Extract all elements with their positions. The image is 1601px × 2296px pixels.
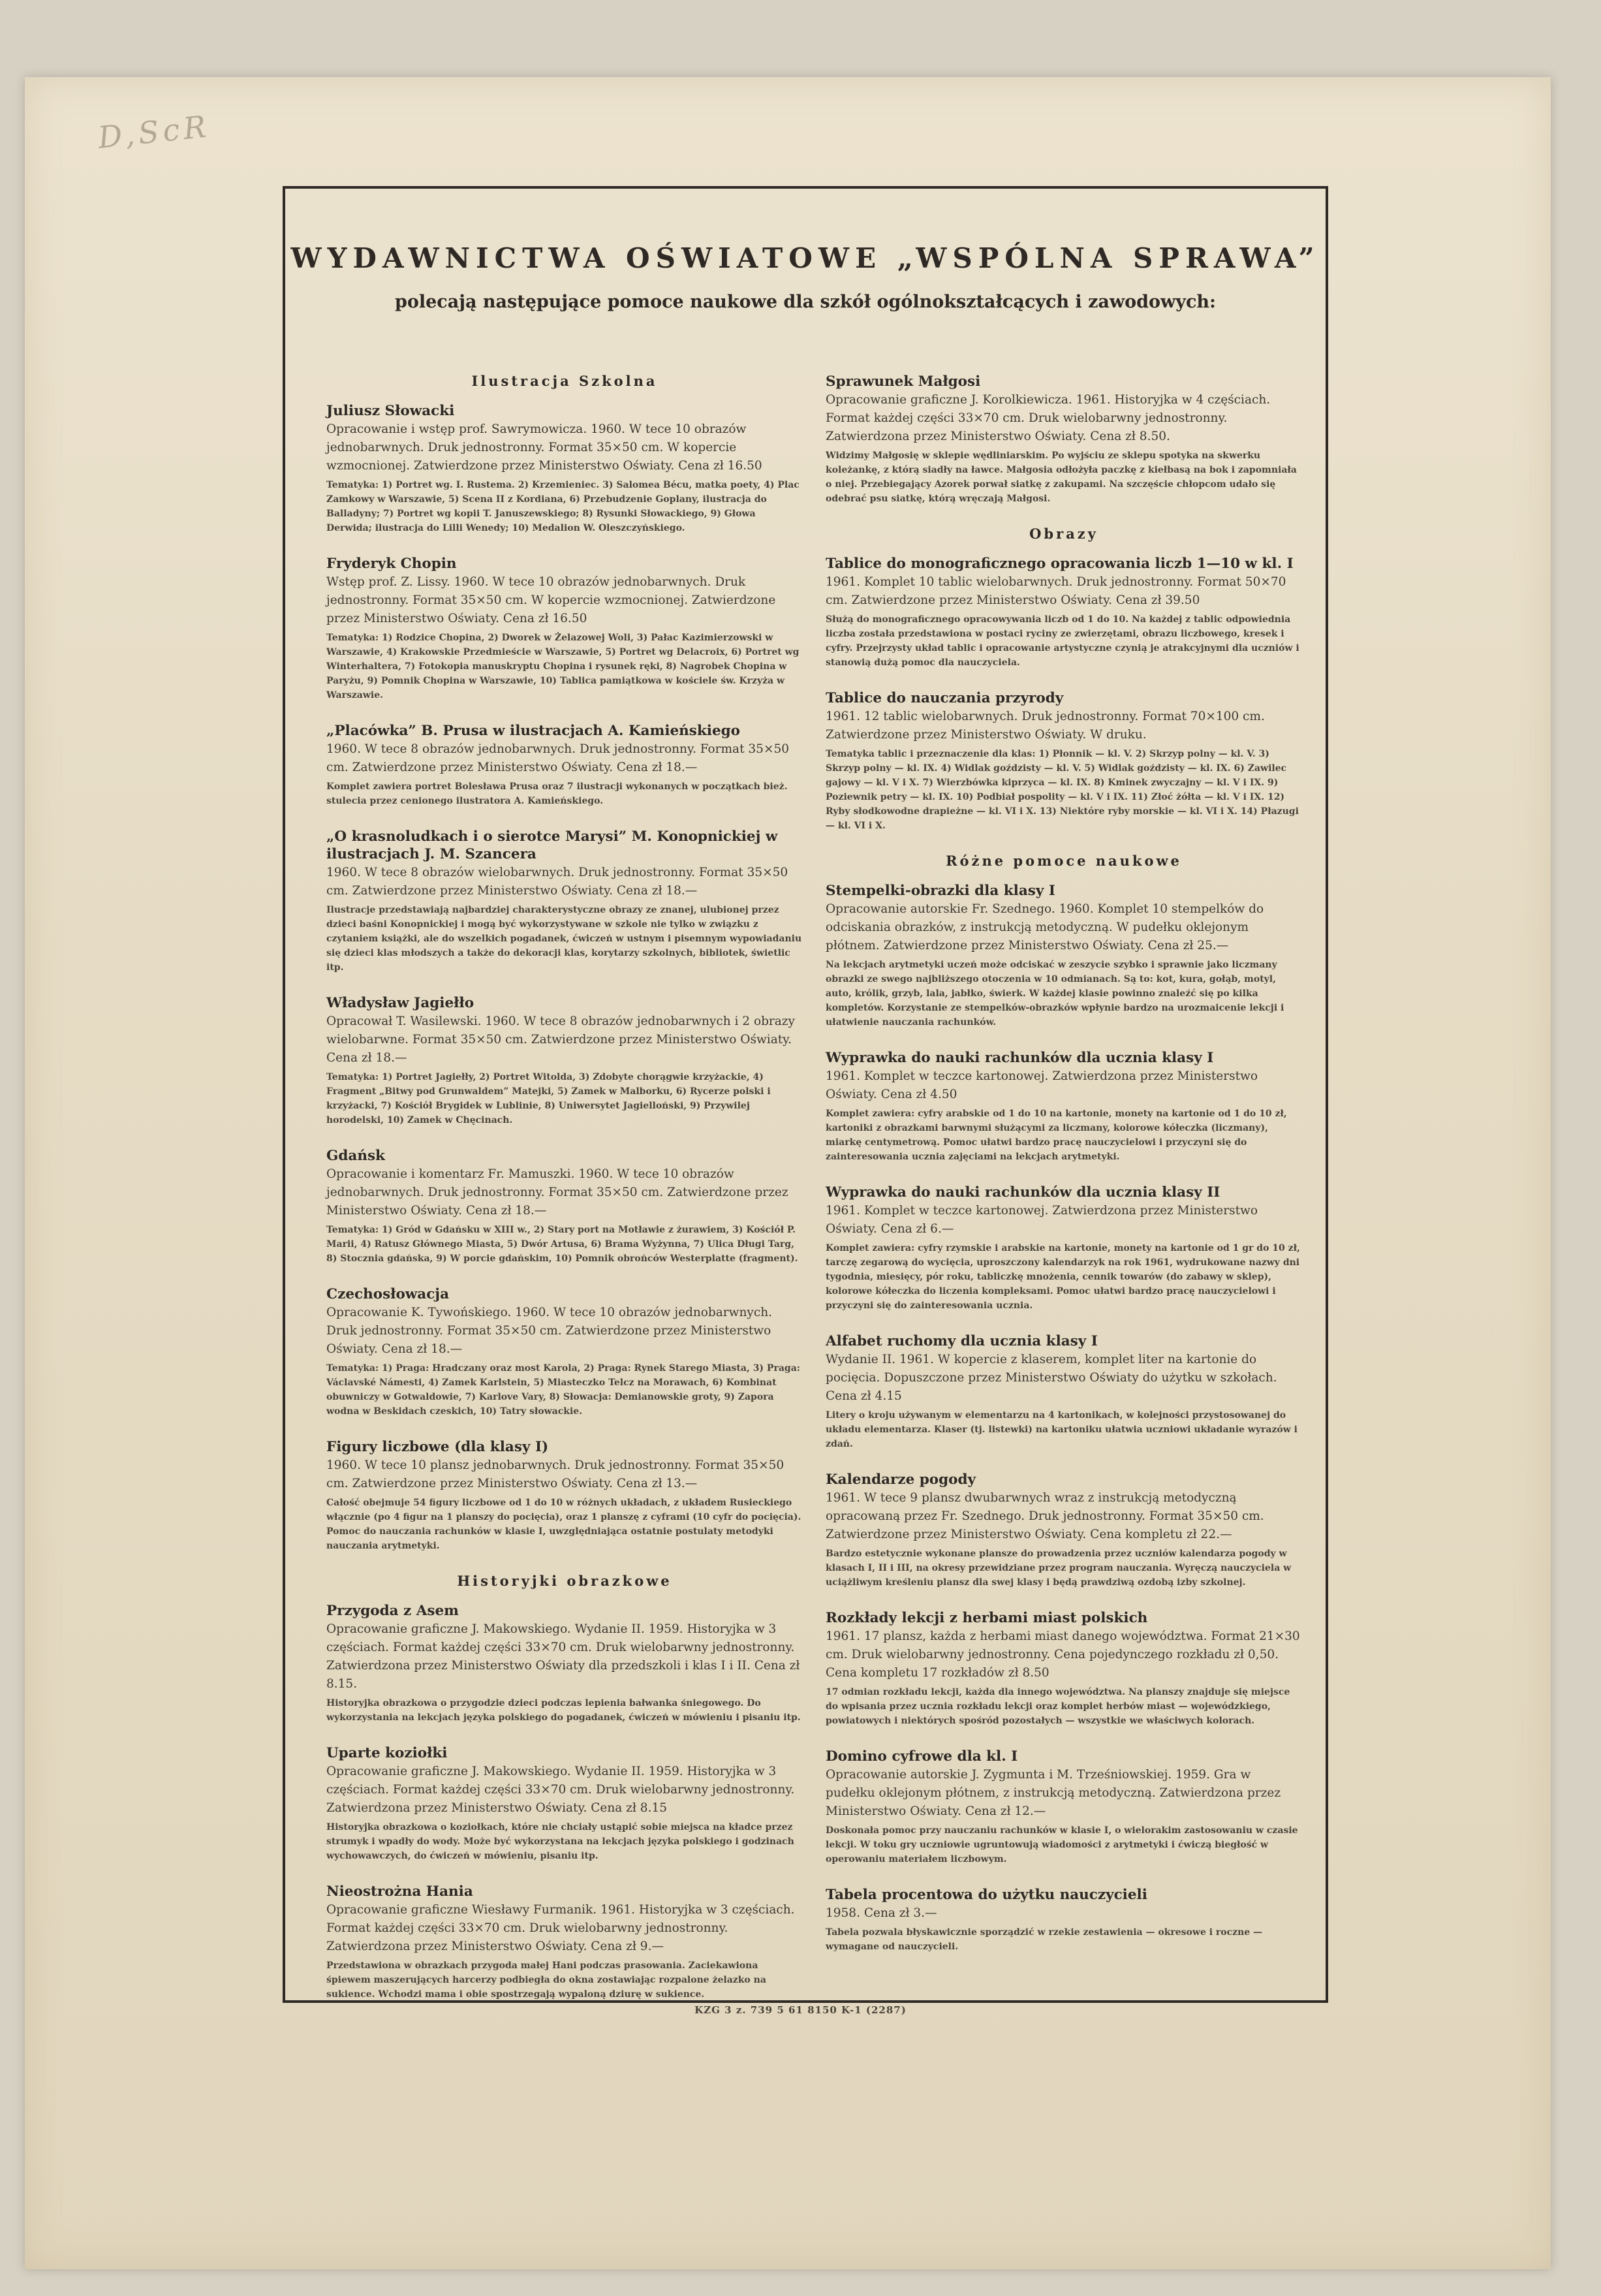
entry-title: Uparte koziołki xyxy=(326,1745,448,1761)
entry-description: Opracowanie graficzne J. Makowskiego. Wydanie II. 1959. Historyjka w 3 częściach. Format każdej części 33×70 cm. Druk wielobarwny jednostronny. Zatwierdzona przez Ministerstwo Oświaty. Cena zł 8.15 xyxy=(326,1765,795,1815)
catalog-entry xyxy=(826,689,1302,833)
catalog-entry xyxy=(826,555,1302,670)
entry-title: Fryderyk Chopin xyxy=(326,556,457,572)
handwritten-mark: D,ScR xyxy=(96,108,212,155)
print-code: KZG 3 z. 739 5 61 8150 K-1 (2287) xyxy=(694,2004,907,2016)
section-entries xyxy=(826,882,1302,1954)
entry-title: Sprawunek Małgosi xyxy=(826,373,981,390)
entry-note: Bardzo estetycznie wykonane plansze do prowadzenia przez uczniów kalendarza pogody w klasach I, II i III, na okresy przewidziane przez program nauczania. Wyręczą nauczyciela w uciążliwym kreśleniu plansz dla swej klasy i będą prawdziwą ozdobą izby szkolnej. xyxy=(826,1549,1292,1588)
entry-note: Tematyka: 1) Praga: Hradczany oraz most Karola, 2) Praga: Rynek Starego Miasta, 3) Praga: Václavské Námesti, 4) Zamek Karlstein, 5) Miasteczko Telcz na Morawach, 6) Kombinat obuwniczy w Gotwaldowie, 7) Karlove Vary, 8) Słowacja: Demianowskie groty, 9) Zapora wodna w Beskidach czeskich, 10) Tatry słowackie. xyxy=(326,1363,800,1417)
entry-title: Wyprawka do nauki rachunków dla ucznia klasy I xyxy=(826,1050,1214,1066)
entry-note: Tematyka: 1) Gród w Gdańsku w XIII w., 2) Stary port na Motławie z żurawiem, 3) Kościół P. Marii, 4) Ratusz Głównego Miasta, 5) Dwór Artusa, 6) Brama Wyżynna, 7) Ulica Długi Targ, 8) Stocznia gdańska, 9) W porcie gdańskim, 10) Pomnik obrońców Westerplatte (fragment). xyxy=(326,1225,798,1264)
catalog-entry xyxy=(326,1147,803,1266)
entry-title: Rozkłady lekcji z herbami miast polskich xyxy=(826,1610,1148,1626)
entry-title: Figury liczbowe (dla klasy I) xyxy=(326,1439,549,1455)
entry-title: „O krasnoludkach i o sierotce Marysi” M. Konopnickiej w ilustracjach J. M. Szancera xyxy=(326,828,778,862)
entry-description: 1960. W tece 8 obrazów jednobarwnych. Druk jednostronny. Format 35×50 cm. Zatwierdzone przez Ministerstwo Oświaty. Cena zł 18.— xyxy=(326,742,789,774)
section-entries xyxy=(326,1602,803,2002)
entry-note: Całość obejmuje 54 figury liczbowe od 1 do 10 w różnych układach, z układem Rusieckiego włącznie (po 4 figur na 1 planszy do pocięcia), oraz 1 planszę z cyframi (10 cyfr do pocięcia). Pomoc do nauczania rachunków w klasie I, uwzględniająca ostatnie postulaty metodyki nauczania arytmetyki. xyxy=(326,1498,801,1551)
entry-description: 1961. W tece 9 plansz dwubarwnych wraz z instrukcją metodyczną opracowaną przez Fr. Szednego. Druk jednostronny. Format 35×50 cm. Zatwierdzone przez Ministerstwo Oświaty. Cena kompletu zł 22.— xyxy=(826,1491,1264,1541)
entry-note: Przedstawiona w obrazkach przygoda małej Hani podczas prasowania. Zaciekawiona śpiewem maszerujących harcerzy podbiegła do okna zostawiając rozpalone żelazko na sukience. Wchodzi mama i obie spostrzegają wypaloną dziurę w sukience. xyxy=(326,1960,766,2000)
entry-description: Opracowanie graficzne J. Makowskiego. Wydanie II. 1959. Historyjka w 3 częściach. Format każdej części 33×70 cm. Druk wielobarwny jednostronny. Zatwierdzona przez Ministerstwo Oświaty dla przedszkoli i klas I i II. Cena zł 8.15. xyxy=(326,1622,800,1691)
entry-title: Tabela procentowa do użytku nauczycieli xyxy=(826,1887,1147,1903)
section-heading: Ilustracja Szkolna xyxy=(471,373,658,389)
catalog-entry xyxy=(326,402,803,535)
entry-title: Tablice do nauczania przyrody xyxy=(826,690,1064,706)
entry-title: Przygoda z Asem xyxy=(326,1603,459,1619)
entry-description: Opracowanie i wstęp prof. Sawrymowicza. 1960. W tece 10 obrazów jednobarwnych. Druk jednostronny. Format 35×50 cm. W kopercie wzmocnionej. Zatwierdzone przez Ministerstwo Oświaty. Cena zł 16.50 xyxy=(326,422,762,473)
entry-note: Tabela pozwala błyskawicznie sporządzić w rzekie zestawienia — okresowe i roczne — wymagane od nauczycieli. xyxy=(826,1927,1263,1952)
entry-description: Opracowanie graficzne Wiesławy Furmanik. 1961. Historyjka w 3 częściach. Format każdej części 33×70 cm. Druk wielobarwny jednostronny. Zatwierdzona przez Ministerstwo Oświaty. Cena zł 9.— xyxy=(326,1903,795,1953)
section-heading: Obrazy xyxy=(1029,526,1098,542)
entry-note: Historyjka obrazkowa o koziołkach, które nie chciały ustąpić sobie miejsca na kładce przez strumyk i wpadły do wody. Może być wykorzystana na lekcjach języka polskiego i godzinach wychowawczych, do ćwiczeń w mówieniu, pisaniu itp. xyxy=(326,1822,794,1861)
section-heading: Różne pomoce naukowe xyxy=(946,853,1182,869)
section-entries xyxy=(826,555,1302,833)
entry-note: Doskonała pomoc przy nauczaniu rachunków w klasie I, o wielorakim zastosowaniu w czasie lekcji. W toku gry uczniowie ugruntowują wiadomości z arytmetyki i ćwiczą biegłość w operowaniu materiałem liczbowym. xyxy=(826,1825,1298,1864)
entry-note: Tematyka: 1) Portret Jagiełły, 2) Portret Witolda, 3) Zdobyte chorągwie krzyżackie, 4) Fragment „Bitwy pod Grunwaldem” Matejki, 5) Zamek w Malborku, 6) Rycerze polski i krzyżacki, 7) Kościół Brygidek w Lublinie, 8) Uniwersytet Jagielloński, 9) Przywilej horodelski, 10) Zamek w Chęcinach. xyxy=(326,1072,771,1125)
entry-description: Opracowanie i komentarz Fr. Mamuszki. 1960. W tece 10 obrazów jednobarwnych. Druk jednostronny. Format 35×50 cm. Zatwierdzone przez Ministerstwo Oświaty. Cena zł 18.— xyxy=(326,1167,788,1218)
entry-description: 1961. Komplet w teczce kartonowej. Zatwierdzona przez Ministerstwo Oświaty. Cena zł 6.— xyxy=(826,1204,1258,1236)
section-entries xyxy=(326,402,803,1553)
entry-description: 1960. W tece 10 plansz jednobarwnych. Druk jednostronny. Format 35×50 cm. Zatwierdzone przez Ministerstwo Oświaty. Cena zł 13.— xyxy=(326,1458,785,1490)
entry-note: Komplet zawiera: cyfry arabskie od 1 do 10 na kartonie, monety na kartonie od 1 do 10 zł, kartoniki z obrazkami barwnymi służącymi za liczmany, kolorowe kółeczka (liczmany), miarkę centymetrową. Pomoc ułatwi bardzo pracę nauczycielowi i przyczyni się do zainteresowania ucznia zajęciami na lekcjach arytmetyki. xyxy=(826,1109,1287,1162)
catalog-entry xyxy=(826,1748,1302,1866)
entry-note: Służą do monograficznego opracowywania liczb od 1 do 10. Na każdej z tablic odpowiednia liczba została przedstawiona w postaci ryciny ze zwierzętami, obrazu liczbowego, kresek i cyfry. Przejrzysty układ tablic i opracowanie artystyczne czynią je atrakcyjnymi dla uczniów i stanowią dużą pomoc dla nauczyciela. xyxy=(826,614,1299,668)
entry-title: Wyprawka do nauki rachunków dla ucznia klasy II xyxy=(826,1184,1220,1201)
entry-description: 1961. Komplet 10 tablic wielobarwnych. Druk jednostronny. Format 50×70 cm. Zatwierdzone przez Ministerstwo Oświaty. Cena zł 39.50 xyxy=(826,575,1286,607)
entry-title: Władysław Jagiełło xyxy=(326,995,474,1011)
page-title: WYDAWNICTWA OŚWIATOWE „WSPÓLNA SPRAWA” xyxy=(290,242,1320,274)
entry-note: 17 odmian rozkładu lekcji, każda dla innego województwa. Na planszy znajduje się miejsce do wpisania przez ucznia rozkładu lekcji oraz komplet herbów miast — wojewódzkiego, powiatowych i niektórych spośród pozostałych — wszystkie we właściwych kolorach. xyxy=(826,1687,1290,1726)
catalog-entry xyxy=(826,1886,1302,1954)
catalog-entry xyxy=(326,828,803,975)
entry-note: Litery o kroju używanym w elementarzu na 4 kartonikach, w kolejności przystosowanej do układu elementarza. Klaser (tj. listewki) na kartoniku ułatwia uczniowi układanie wyrazów i zdań. xyxy=(826,1410,1298,1449)
entry-title: Alfabet ruchomy dla ucznia klasy I xyxy=(826,1333,1098,1349)
catalog-entry xyxy=(826,1184,1302,1313)
entry-description: Wydanie II. 1961. W kopercie z klaserem, komplet liter na kartonie do pocięcia. Dopuszczone przez Ministerstwo Oświaty do użytku w szkołach. Cena zł 4.15 xyxy=(826,1353,1277,1403)
entry-note: Tematyka tablic i przeznaczenie dla klas: 1) Płonnik — kl. V. 2) Skrzyp polny — kl. V. 3) Skrzyp polny — kl. IX. 4) Widlak goździsty — kl. V. 5) Widlak goździsty — kl. IX. 6) Zawilec gajowy — kl. V i X. 7) Wierzbówka kiprzyca — kl. IX. 8) Kminek zwyczajny — kl. V i IX. 9) Poziewnik petry — kl. IX. 10) Podbiał pospolity — kl. V i IX. 11) Złoć żółta — kl. V i IX. 12) Ryby słodkowodne drapieżne — kl. VI i X. 13) Niektóre ryby morskie — kl. VI i X. 14) Płazugi — kl. VI i X. xyxy=(826,749,1299,831)
content-frame xyxy=(283,186,1328,2003)
entry-note: Ilustracje przedstawiają najbardziej charakterystyczne obrazy ze znanej, ulubionej przez dzieci baśni Konopnickiej i mogą być wykorzystywane w szkole nie tylko w związku z czytaniem książki, ale do wszelkich pogadanek, ćwiczeń w ustnym i pisemnym wypowiadaniu się dzieci klas młodszych a także do dekoracji klas, korytarzy szkolnych, bibliotek, świetlic itp. xyxy=(326,905,802,973)
entry-title: Tablice do monograficznego opracowania liczb 1—10 w kl. I xyxy=(826,556,1294,572)
section-heading: Historyjki obrazkowe xyxy=(457,1573,672,1589)
entry-note: Tematyka: 1) Portret wg. I. Rustema. 2) Krzemieniec. 3) Salomea Bécu, matka poety, 4) Plac Zamkowy w Warszawie, 5) Scena II z Kordiana, 6) Przebudzenie Goplany, ilustracja do Balladyny; 7) Portret wg kopii T. Januszewskiego; 8) Rysunki Słowackiego, 9) Głowa Derwida; ilustracja do Lilli Wenedy; 10) Medalion W. Oleszczyńskiego. xyxy=(326,480,800,533)
catalog-entry xyxy=(326,1602,803,1725)
entry-title: Nieostrożna Hania xyxy=(326,1883,473,1900)
entry-description: 1958. Cena zł 3.— xyxy=(826,1906,937,1920)
entry-note: Komplet zawiera: cyfry rzymskie i arabskie na kartonie, monety na kartonie od 1 gr do 10 zł, tarczę zegarową do wycięcia, uproszczony kalendarzyk na rok 1961, wydrukowane nazwy dni tygodnia, miesięcy, pór roku, tabliczkę mnożenia, cennik towarów (do zabawy w sklep), kolorowe kółeczka do liczenia kompleksami. Pomoc ułatwi bardzo pracę nauczycielowi i przyczyni się do zainteresowania ucznia. xyxy=(826,1243,1300,1311)
entry-description: 1961. Komplet w teczce kartonowej. Zatwierdzona przez Ministerstwo Oświaty. Cena zł 4.50 xyxy=(826,1069,1258,1101)
entry-note: Komplet zawiera portret Bolesława Prusa oraz 7 ilustracji wykonanych w początkach bież. stulecia przez cenionego ilustratora A. Kamieńskiego. xyxy=(326,781,788,806)
entry-title: Domino cyfrowe dla kl. I xyxy=(826,1748,1018,1765)
catalog-entry xyxy=(826,882,1302,1030)
entry-note: Historyjka obrazkowa o przygodzie dzieci podczas lepienia bałwanka śniegowego. Do wykorzystania na lekcjach języka polskiego do pogadanek, ćwiczeń w mówieniu i pisaniu itp. xyxy=(326,1698,801,1723)
catalog-entry xyxy=(326,555,803,702)
entry-description: Opracowanie graficzne J. Korolkiewicza. 1961. Historyjka w 4 częściach. Format każdej części 33×70 cm. Druk wielobarwny jednostronny. Zatwierdzona przez Ministerstwo Oświaty. Cena zł 8.50. xyxy=(826,393,1271,443)
catalog-entry xyxy=(326,994,803,1127)
entry-title: Czechosłowacja xyxy=(326,1286,450,1302)
catalog-entry xyxy=(326,1744,803,1863)
catalog-entry xyxy=(826,1332,1302,1451)
entry-description: Opracował T. Wasilewski. 1960. W tece 8 obrazów jednobarwnych i 2 obrazy wielobarwne. Format 35×50 cm. Zatwierdzone przez Ministerstwo Oświaty. Cena zł 18.— xyxy=(326,1014,796,1065)
entry-description: Opracowanie autorskie J. Zygmunta i M. Trześniowskiej. 1959. Gra w pudełku oklejonym płótnem, z instrukcją metodyczną. Zatwierdzona przez Ministerstwo Oświaty. Cena zł 12.— xyxy=(826,1768,1281,1818)
entry-title: Juliusz Słowacki xyxy=(326,403,455,419)
left-column xyxy=(326,373,803,2021)
entry-note: Na lekcjach arytmetyki uczeń może odciskać w zeszycie szybko i sprawnie jako liczmany obrazki ze swego najbliższego otoczenia w 10 odmianach. Są to: kot, kura, gołąb, motyl, auto, królik, grzyb, lala, jabłko, świerk. W każdej klasie powinno znaleźć się po kilka kompletów. Korzystanie ze stempelków-obrazków wpłynie bardzo na urozmaicenie lekcji i ułatwienie nauczania rachunków. xyxy=(826,960,1284,1028)
entry-note: Widzimy Małgosię w sklepie wędliniarskim. Po wyjściu ze sklepu spotyka na skwerku koleżankę, z którą siadły na ławce. Małgosia odłożyła paczkę z kiełbasą na bok i zapomniała o niej. Przebiegający Azorek porwał siatkę z zakupami. Na szczęście chłopcom udało się odebrać psu siatkę, którą wręczają Małgosi. xyxy=(826,450,1297,504)
entry-title: Gdańsk xyxy=(326,1148,385,1164)
page-subtitle: polecają następujące pomoce naukowe dla szkół ogólnokształcących i zawodowych: xyxy=(394,292,1217,312)
catalog-entry xyxy=(826,373,1302,506)
catalog-entry xyxy=(826,1049,1302,1164)
entry-description: Opracowanie autorskie Fr. Szednego. 1960. Komplet 10 stempelków do odciskania obrazków, z instrukcją metodyczną. W pudełku oklejonym płótnem. Zatwierdzone przez Ministerstwo Oświaty. Cena zł 25.— xyxy=(826,902,1264,952)
entry-title: „Placówka” B. Prusa w ilustracjach A. Kamieńskiego xyxy=(326,723,741,739)
catalog-entry xyxy=(326,722,803,808)
catalog-entry xyxy=(326,1285,803,1419)
entry-description: Wstęp prof. Z. Lissy. 1960. W tece 10 obrazów jednobarwnych. Druk jednostronny. Format 35×50 cm. W kopercie wzmocnionej. Zatwierdzone przez Ministerstwo Oświaty. Cena zł 16.50 xyxy=(326,575,776,625)
right-column xyxy=(826,373,1302,1974)
catalog-entry xyxy=(826,1609,1302,1728)
catalog-entry xyxy=(326,1438,803,1553)
entry-description: Opracowanie K. Tywońskiego. 1960. W tece 10 obrazów jednobarwnych. Druk jednostronny. Format 35×50 cm. Zatwierdzone przez Ministerstwo Oświaty. Cena zł 18.— xyxy=(326,1306,772,1356)
entry-description: 1961. 12 tablic wielobarwnych. Druk jednostronny. Format 70×100 cm. Zatwierdzone przez Ministerstwo Oświaty. W druku. xyxy=(826,710,1265,742)
entry-note: Tematyka: 1) Rodzice Chopina, 2) Dworek w Żelazowej Woli, 3) Pałac Kazimierzowski w Warszawie, 4) Krakowskie Przedmieście w Warszawie, 5) Portret wg Delacroix, 6) Portret wg Winterhaltera, 7) Fotokopia manuskryptu Chopina i rysunek ręki, 8) Nagrobek Chopina w Paryżu, 9) Pomnik Chopina w Warszawie, 10) Tablica pamiątkowa w kościele św. Krzyża w Warszawie. xyxy=(326,633,800,700)
entry-title: Kalendarze pogody xyxy=(826,1471,976,1488)
entry-description: 1960. W tece 8 obrazów wielobarwnych. Druk jednostronny. Format 35×50 cm. Zatwierdzone przez Ministerstwo Oświaty. Cena zł 18.— xyxy=(326,866,788,898)
entry-description: 1961. 17 plansz, każda z herbami miast danego województwa. Format 21×30 cm. Druk wielobarwny jednostronny. Cena pojedynczego rozkładu zł 0,50. Cena kompletu 17 rozkładów zł 8.50 xyxy=(826,1629,1300,1680)
entry-title: Stempelki-obrazki dla klasy I xyxy=(826,883,1055,899)
catalog-entry xyxy=(326,1883,803,2002)
catalog-entry xyxy=(826,1471,1302,1590)
